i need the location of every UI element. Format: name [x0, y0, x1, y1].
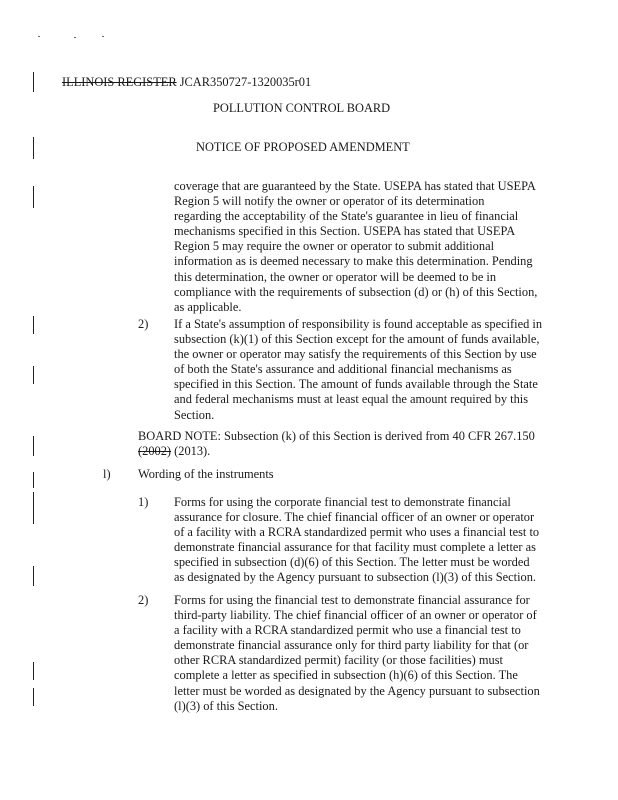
revision-bar	[33, 186, 34, 208]
text-line: a facility with a RCRA standardized permit who use a financial test to	[174, 623, 521, 638]
text-line: and federal mechanisms must at least equal the amount required by this	[174, 392, 529, 407]
text-line: regarding the acceptability of the State's guarantee in lieu of financial	[174, 209, 519, 224]
para-k2	[174, 317, 542, 423]
text-line: of both the State's assurance and additional financial mechanisms as	[174, 362, 512, 377]
document-header	[62, 75, 311, 89]
text-line: Region 5 will notify the owner or operator of its determination	[174, 194, 485, 209]
board-note	[138, 429, 535, 459]
revision-bar	[33, 472, 34, 488]
struck-year: (2002)	[138, 444, 172, 459]
para-l1	[174, 495, 539, 586]
scan-speck	[74, 37, 76, 38]
text-line: the owner or operator may satisfy the requirements of this Section by use	[174, 347, 537, 362]
text-line: demonstrate financial assurance for that facility must complete a letter as	[174, 540, 536, 555]
revision-bar	[33, 436, 34, 456]
section-l-heading: Wording of the instruments	[138, 467, 274, 481]
para-k1-continuation	[174, 179, 537, 315]
text-line: Section.	[174, 407, 215, 422]
text-line: letter must be worded as designated by the Agency pursuant to subsection	[174, 683, 540, 698]
text-line: third-party liability. The chief financial officer of an owner or operator of	[174, 608, 537, 623]
text-line: mechanisms specified in this Section. USEPA has stated that USEPA	[174, 224, 516, 239]
register-name: ILLINOIS REGISTER	[62, 75, 177, 89]
text-line: Forms for using the corporate financial test to demonstrate financial	[174, 495, 511, 509]
text-line: specified in subsection (d)(6) of this Section. The letter must be worded	[174, 555, 530, 570]
scan-speck	[102, 36, 104, 37]
section-l-letter: l)	[103, 467, 111, 481]
text-line: complete a letter as specified in subsection (h)(6) of this Section. The	[174, 668, 518, 683]
jcar-code: JCAR350727-1320035r01	[179, 75, 312, 89]
text-line: subsection (k)(1) of this Section except for the amount of funds available,	[174, 332, 540, 347]
text-line: other RCRA standardized permit) facility (or those facilities) must	[174, 653, 503, 668]
para-l1-number: 1)	[138, 495, 149, 509]
revision-bar	[33, 492, 34, 524]
text-line: Region 5 may require the owner or operator to submit additional	[174, 239, 495, 254]
text-line: of a facility with a RCRA standardized permit who uses a financial test to	[174, 525, 540, 540]
revision-bar	[33, 137, 34, 159]
text-line: compliance with the requirements of subsection (d) or (h) of this Section,	[174, 284, 538, 299]
revision-bar	[33, 662, 34, 680]
agency-name: POLLUTION CONTROL BOARD	[213, 101, 391, 115]
revision-bar	[33, 688, 34, 706]
text-line: If a State's assumption of responsibility is found acceptable as specified in	[174, 317, 543, 331]
notice-title: NOTICE OF PROPOSED AMENDMENT	[196, 140, 410, 154]
revision-bar	[33, 72, 34, 92]
revision-bar	[33, 566, 34, 586]
new-year: (2013).	[171, 444, 211, 459]
board-note-citation	[138, 444, 535, 459]
text-line: (l)(3) of this Section.	[174, 698, 278, 713]
para-k2-number: 2)	[138, 317, 149, 331]
text-line: this determination, the owner or operator will be deemed to be in	[174, 269, 497, 284]
para-l2-number: 2)	[138, 593, 149, 607]
text-line: coverage that are guaranteed by the State. USEPA has stated that USEPA	[174, 179, 536, 193]
scan-speck	[38, 36, 40, 37]
text-line: information as is deemed necessary to make this determination. Pending	[174, 254, 533, 269]
text-line: assurance for closure. The chief financial officer of an owner or operator	[174, 510, 535, 525]
text-line: Forms for using the financial test to demonstrate financial assurance for	[174, 593, 530, 607]
text-line: as applicable.	[174, 299, 242, 314]
text-line: demonstrate financial assurance only for third party liability for that (or	[174, 638, 529, 653]
para-l2	[174, 593, 540, 714]
text-line: as designated by the Agency pursuant to subsection (l)(3) of this Section.	[174, 570, 537, 585]
revision-bar	[33, 366, 34, 384]
revision-bar	[33, 316, 34, 334]
text-line: specified in this Section. The amount of funds available through the State	[174, 377, 538, 392]
board-note-line: BOARD NOTE: Subsection (k) of this Section is derived from 40 CFR 267.150	[138, 429, 535, 443]
